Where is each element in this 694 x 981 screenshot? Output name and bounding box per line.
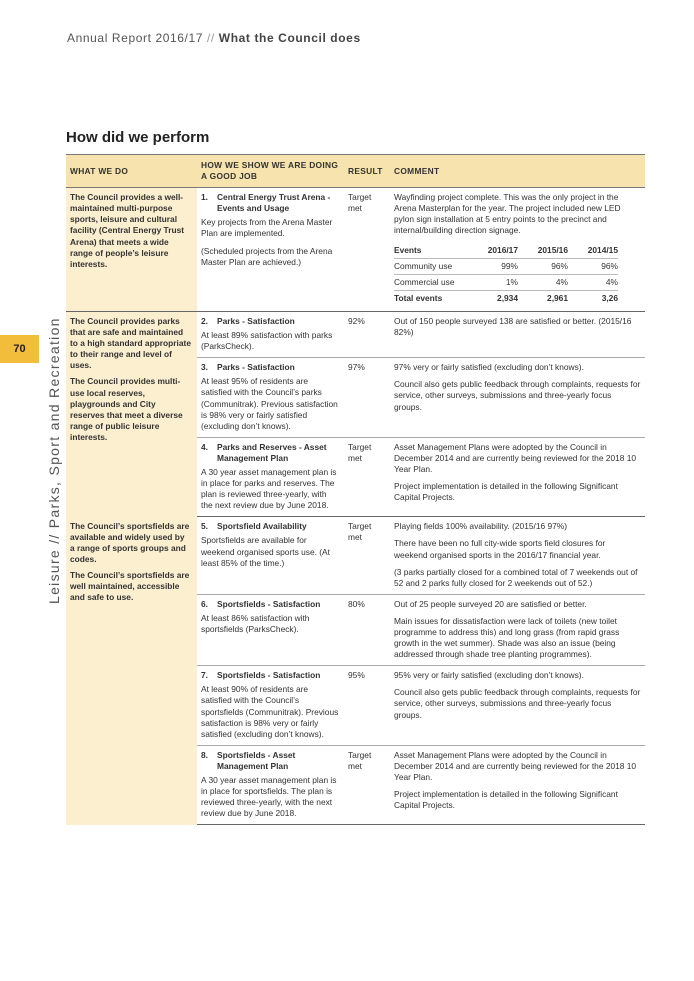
measure-cell — [197, 188, 344, 312]
events-cell: 96% — [568, 258, 618, 274]
comment-cell — [390, 358, 645, 438]
what-we-do-cell — [66, 188, 197, 312]
header-comment: COMMENT — [390, 155, 645, 188]
events-cell: 96% — [518, 258, 568, 274]
events-cell: 2,961 — [547, 292, 568, 303]
measure-number: 5. — [201, 521, 208, 532]
comment-cell — [390, 745, 645, 825]
header-separator: // — [206, 31, 215, 45]
comment-text: Playing fields 100% availability. (2015/16 97%) — [394, 521, 568, 532]
events-cell: 99% — [468, 258, 518, 274]
measure-cell — [197, 311, 344, 357]
what-we-do-text: The Council provides parks that are safe and maintained to a high standard appropriate to their range and level of uses. — [70, 315, 191, 371]
comment-text: Council also gets public feedback through complaints, requests for service, other surveys, submissions and three-yearly focus groups. — [394, 379, 641, 412]
events-cell: 2016/17 — [468, 243, 518, 259]
events-row — [394, 243, 618, 259]
measure-description: At least 89% satisfaction with parks (ParksCheck). — [201, 330, 333, 352]
measure-title — [201, 599, 340, 610]
measure-description: Key projects from the Arena Master Plan are implemented. — [201, 217, 333, 239]
events-cell: 2,934 — [497, 292, 518, 303]
events-cell: 4% — [518, 274, 568, 290]
comment-cell — [390, 594, 645, 665]
result-value: Target met — [348, 192, 372, 214]
comment-cell — [390, 311, 645, 357]
comment-text: Wayfinding project complete. This was the only project in the Arena Masterplan for the year. The project included new LED pylon sign installation at 5 entry points to the precinct and internal/building direction signage. — [394, 192, 621, 236]
comment-cell — [390, 437, 645, 517]
result-cell — [344, 517, 390, 594]
measure-description: At least 90% of residents are satisfied with the Council’s sportsfields (Communitrak). Previous satisfaction is 98% very or fairly satisfied (excluding don’t knows). — [201, 684, 339, 739]
result-cell — [344, 666, 390, 746]
comment-text: (3 parks partially closed for a combined total of 7 weekends out of 52 and 2 parks fully closed for 2 weekends out of 52.) — [394, 566, 638, 588]
events-cell: Total events — [394, 292, 443, 303]
what-we-do-text: The Council’s sportsfields are well maintained, accessible and safe to use. — [70, 570, 190, 603]
result-cell — [344, 358, 390, 438]
result-cell — [344, 745, 390, 825]
measure-number: 6. — [201, 598, 208, 609]
events-row — [394, 274, 618, 290]
result-cell — [344, 188, 390, 312]
measure-number: 1. — [201, 192, 208, 203]
measure-title-text: Parks - Satisfaction — [217, 362, 295, 373]
what-we-do-text: The Council provides a well-maintained multi-purpose sports, leisure and cultural facility (Central Energy Trust Arena) that meets a wide range of people’s leisure interests. — [70, 192, 185, 269]
page-number: 70 — [13, 343, 26, 355]
comment-text: Council also gets public feedback through complaints, requests for service, other surveys, submissions and three-yearly focus groups. — [394, 687, 641, 720]
measure-title — [201, 750, 340, 772]
measure-number: 7. — [201, 670, 208, 681]
comment-cell — [390, 666, 645, 746]
measure-description: A 30 year asset management plan is in place for parks and reserves. The plan is reviewed three-yearly, with the next review due by June 2018. — [201, 466, 337, 511]
measure-title-text: Sportsfields - Satisfaction — [217, 598, 321, 609]
measure-cell — [197, 517, 344, 594]
measure-title-text: Sportsfields - Satisfaction — [217, 670, 321, 681]
events-cell: 3,26 — [601, 292, 618, 303]
measure-number: 2. — [201, 315, 208, 326]
events-cell: 2015/16 — [518, 243, 568, 259]
what-we-do-text: The Council’s sportsfields are available and widely used by a range of sports groups and codes. — [70, 520, 190, 565]
measure-title — [201, 316, 340, 327]
what-we-do-cell — [66, 311, 197, 516]
measure-number: 4. — [201, 441, 208, 452]
comment-text: 97% very or fairly satisfied (excluding don’t knows). — [394, 362, 584, 373]
comment-text: Project implementation is detailed in the following Significant Capital Projects. — [394, 789, 618, 811]
measure-title — [201, 192, 340, 214]
events-row — [394, 290, 618, 306]
result-cell — [344, 437, 390, 517]
measure-title — [201, 521, 340, 532]
measure-title-text: Sportsfield Availability — [217, 521, 307, 532]
result-value: Target met — [348, 441, 372, 463]
result-value: 92% — [348, 315, 365, 326]
header-what-we-do: WHAT WE DO — [66, 155, 197, 188]
performance-table — [66, 154, 645, 825]
comment-text: Out of 150 people surveyed 138 are satisfied or better. (2015/16 82%) — [394, 315, 632, 338]
events-cell: Events — [394, 243, 468, 259]
measure-description: A 30 year asset management plan is in place for sportsfields. The plan is reviewed three-yearly, with the next review due by June 2018. — [201, 775, 337, 819]
comment-cell — [390, 188, 645, 312]
measure-title-text: Central Energy Trust Arena - Events and Usage — [217, 192, 331, 214]
measure-title — [201, 670, 340, 681]
result-cell — [344, 311, 390, 357]
table-body — [66, 188, 645, 825]
measure-number: 8. — [201, 749, 208, 760]
table-row — [66, 517, 645, 594]
events-cell: Community use — [394, 258, 468, 274]
measure-title-text: Parks and Reserves - Asset Management Plan — [217, 441, 327, 463]
vertical-section-title: Leisure // Parks, Sport and Recreation — [46, 317, 62, 604]
page-number-tab — [0, 335, 39, 363]
measure-cell — [197, 666, 344, 746]
result-value: 97% — [348, 362, 365, 373]
result-value: Target met — [348, 521, 372, 543]
header-result: RESULT — [344, 155, 390, 188]
events-cell: 2014/15 — [568, 243, 618, 259]
comment-text: Project implementation is detailed in the following Significant Capital Projects. — [394, 481, 618, 503]
comment-text: Asset Management Plans were adopted by the Council in December 2014 and are currently being reviewed for the 2018 10 Year Plan. — [394, 441, 637, 474]
measure-title — [201, 362, 340, 373]
events-table — [394, 243, 618, 306]
what-we-do-text: The Council provides multi-use local reserves, playgrounds and City reserves that meet a diverse range of public leisure interests. — [70, 376, 183, 442]
what-we-do-cell — [66, 517, 197, 825]
comment-cell — [390, 517, 645, 594]
measure-description: At least 95% of residents are satisfied with the Council’s parks (Communitrak). Previous satisfaction is 98% very or fairly satisfied (excluding don’t knows). — [201, 376, 338, 431]
measure-description: (Scheduled projects from the Arena Master Plan are achieved.) — [201, 245, 333, 267]
comment-text: There have been no full city-wide sports field closures for weekend organised sports in the 2016/17 financial year. — [394, 538, 606, 560]
measure-cell — [197, 594, 344, 665]
measure-cell — [197, 437, 344, 517]
header-how-we-show: HOW WE SHOW WE ARE DOING A GOOD JOB — [197, 155, 344, 188]
events-row — [394, 258, 618, 274]
measure-cell — [197, 745, 344, 825]
measure-description: Sportsfields are available for weekend organised sports use. (At least 85% of the time.) — [201, 535, 330, 568]
section-title: What the Council does — [218, 31, 361, 45]
measure-title-text: Parks - Satisfaction — [217, 315, 295, 326]
measure-cell — [197, 358, 344, 438]
table-header-row — [66, 155, 645, 188]
page-heading: How did we perform — [66, 129, 210, 146]
comment-text: Main issues for dissatisfaction were lack of toilets (new toilet programme to address this) and long grass (from rapid grass growth in the wet summer). Shade was also an issue (being addressed through shade tree planting programmes). — [394, 615, 620, 660]
events-cell: 1% — [468, 274, 518, 290]
table-row — [66, 188, 645, 312]
report-title: Annual Report 2016/17 — [67, 31, 204, 45]
measure-number: 3. — [201, 362, 208, 373]
comment-text: Out of 25 people surveyed 20 are satisfied or better. — [394, 598, 587, 609]
comment-text: 95% very or fairly satisfied (excluding don’t knows). — [394, 670, 584, 681]
table-row — [66, 311, 645, 357]
events-cell: Commercial use — [394, 274, 468, 290]
running-header — [67, 31, 361, 45]
result-cell — [344, 594, 390, 665]
measure-title-text: Sportsfields - Asset Management Plan — [217, 749, 296, 771]
comment-text: Asset Management Plans were adopted by the Council in December 2014 and are currently being reviewed for the 2018 10 Year Plan. — [394, 749, 637, 783]
measure-title — [201, 442, 340, 464]
result-value: 80% — [348, 598, 365, 609]
result-value: 95% — [348, 670, 365, 681]
result-value: Target met — [348, 749, 372, 771]
events-cell: 4% — [568, 274, 618, 290]
measure-description: At least 86% satisfaction with sportsfields (ParksCheck). — [201, 612, 310, 634]
